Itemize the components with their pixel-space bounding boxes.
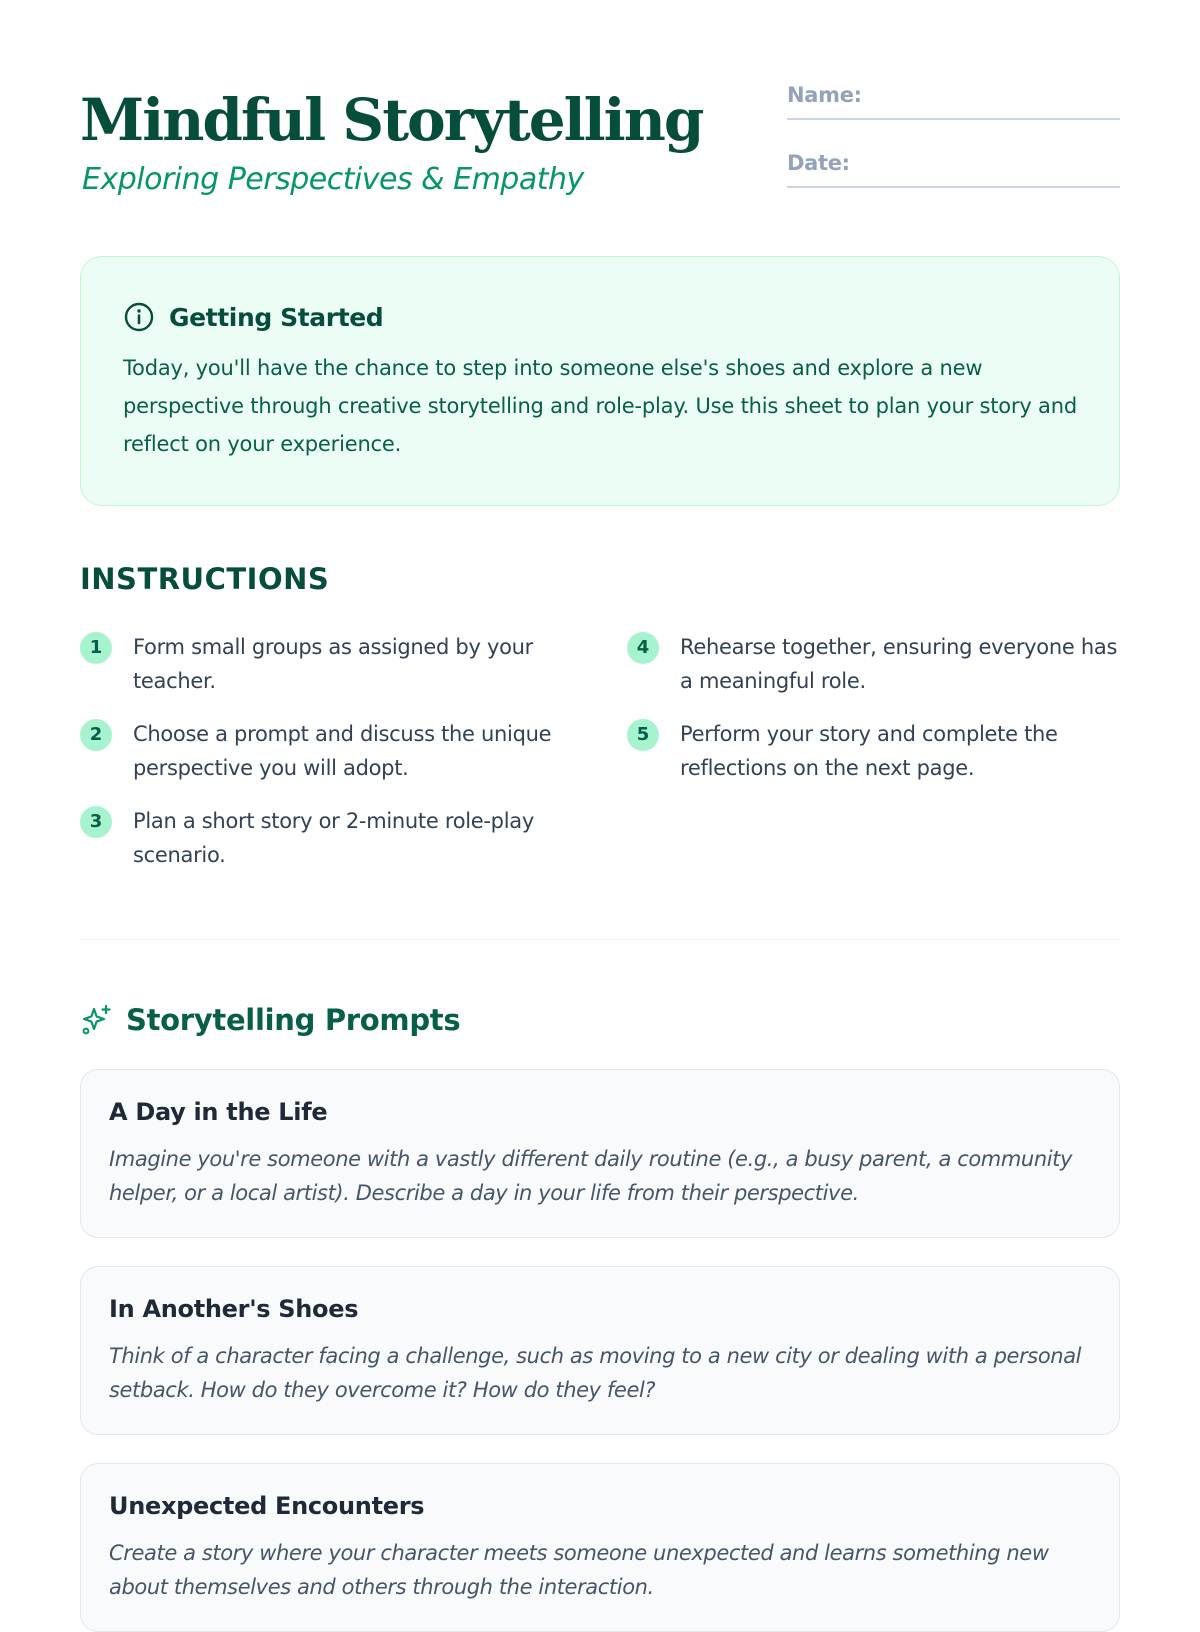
callout-title: Getting Started (169, 302, 384, 332)
prompt-card (80, 1463, 1120, 1632)
step-number-badge: 1 (80, 632, 112, 664)
info-icon (123, 301, 155, 333)
step-number-badge: 2 (80, 719, 112, 751)
step-text: Plan a short story or 2-minute role-play scenario. (133, 809, 534, 867)
page-title: Mindful Storytelling (80, 86, 703, 154)
worksheet-page (80, 0, 1120, 1600)
step-number-badge: 4 (627, 632, 659, 664)
header (80, 80, 1120, 210)
page-subtitle: Exploring Perspectives & Empathy (82, 162, 584, 197)
prompt-title: Unexpected Encounters (109, 1492, 425, 1520)
name-field[interactable] (787, 80, 1120, 120)
date-label: Date: (787, 151, 850, 175)
callout-body: Today, you'll have the chance to step into someone else's shoes and explore a new perspective through creative storytelling and role-play. Use this sheet to plan your story and reflect on your experience. (123, 356, 1077, 456)
sparkle-icon (80, 1003, 114, 1037)
prompt-description: Think of a character facing a challenge, such as moving to a new city or dealing with a personal setback. How do they overcome it? How do they feel? (109, 1344, 1082, 1402)
prompts-heading: Storytelling Prompts (126, 1003, 461, 1037)
date-field[interactable] (787, 148, 1120, 188)
instructions-heading: INSTRUCTIONS (80, 562, 330, 596)
prompt-title: In Another's Shoes (109, 1295, 359, 1323)
prompt-card (80, 1069, 1120, 1238)
step-number-badge: 5 (627, 719, 659, 751)
prompt-title: A Day in the Life (109, 1098, 328, 1126)
step-text: Rehearse together, ensuring everyone has a meaningful role. (680, 635, 1118, 693)
prompt-description: Create a story where your character meets someone unexpected and learns something new about themselves and others through the interaction. (109, 1541, 1049, 1599)
prompt-card (80, 1266, 1120, 1435)
section-divider (80, 939, 1120, 940)
prompts-header (80, 1000, 460, 1040)
step-text: Perform your story and complete the reflections on the next page. (680, 722, 1058, 780)
prompt-description: Imagine you're someone with a vastly different daily routine (e.g., a busy parent, a community helper, or a local artist). Describe a day in your life from their perspective. (109, 1147, 1073, 1205)
step-text: Choose a prompt and discuss the unique perspective you will adopt. (133, 722, 552, 780)
getting-started-callout (80, 256, 1120, 506)
step-number-badge: 3 (80, 806, 112, 838)
name-label: Name: (787, 83, 862, 107)
step-text: Form small groups as assigned by your teacher. (133, 635, 533, 693)
callout-header (123, 299, 383, 335)
